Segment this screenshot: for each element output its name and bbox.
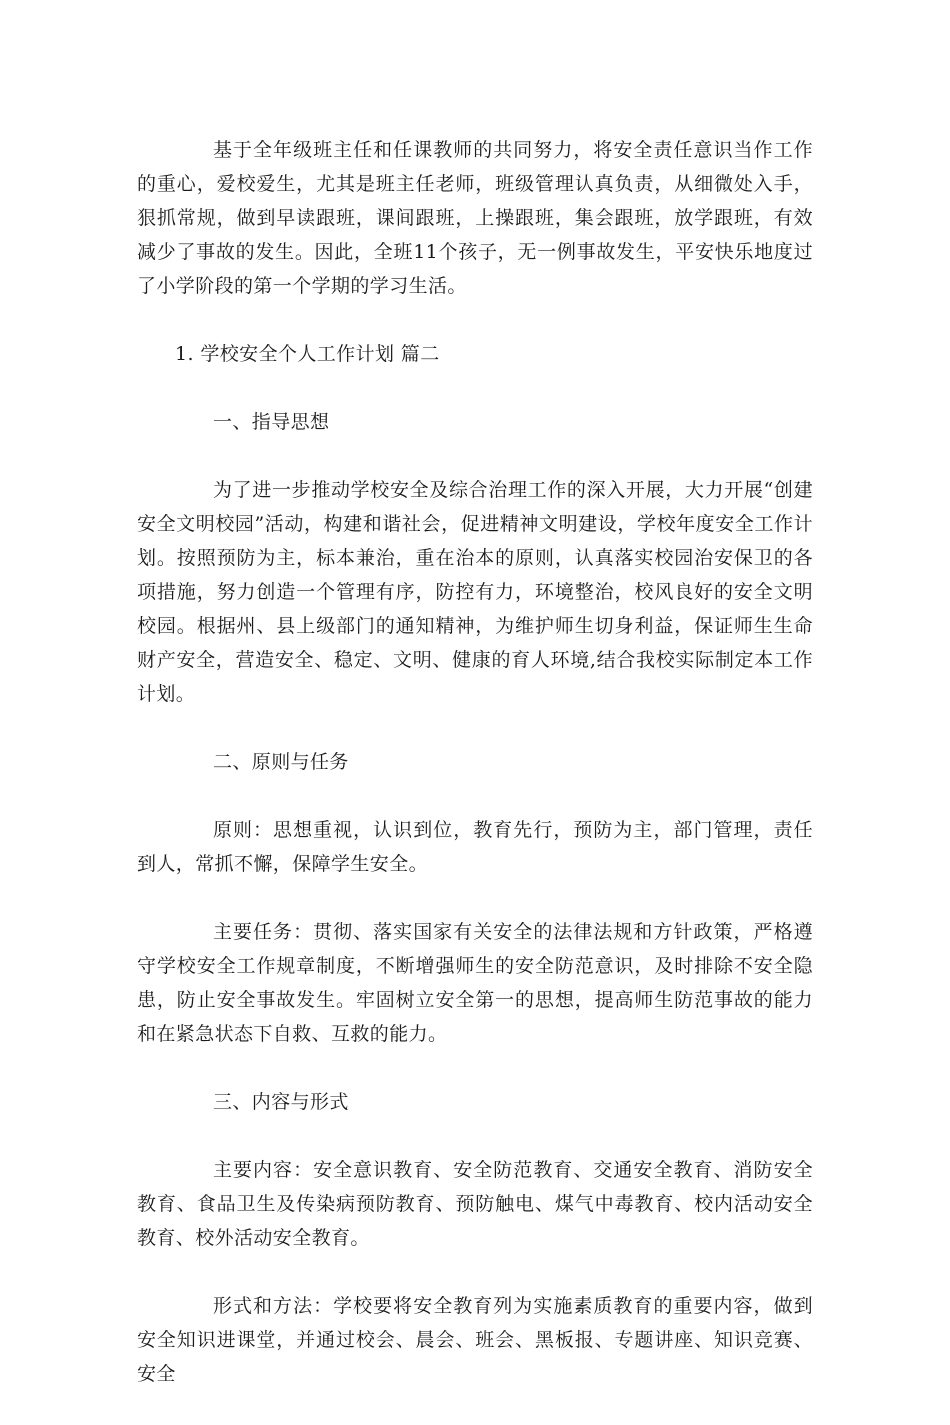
heading-principles-tasks: 二、原则与任务	[213, 751, 349, 773]
paragraph-main-tasks: 主要任务：贯彻、落实国家有关安全的法律法规和方针政策，严格遵守学校安全工作规章制度，不断增强师生的安全防范意识，及时排除不安全隐患，防止安全事故发生。牢固树立安全第一的思想，提高师生防范事故的能力和在紧急状态下自救、互救的能力。	[137, 921, 813, 1045]
section-title: 1. 学校安全个人工作计划 篇二	[175, 343, 440, 365]
document-body	[137, 133, 813, 1425]
paragraph-form-methods: 形式和方法：学校要将安全教育列为实施素质教育的重要内容，做到安全知识进课堂，并通过校会、晨会、班会、黑板报、专题讲座、知识竞赛、安全	[137, 1295, 813, 1385]
paragraph-main-content: 主要内容：安全意识教育、安全防范教育、交通安全教育、消防安全教育、食品卫生及传染病预防教育、预防触电、煤气中毒教育、校内活动安全教育、校外活动安全教育。	[137, 1159, 813, 1249]
heading-guiding-thought: 一、指导思想	[213, 411, 330, 433]
paragraph-guiding-thought: 为了进一步推动学校安全及综合治理工作的深入开展，大力开展“创建安全文明校园”活动，构建和谐社会，促进精神文明建设，学校年度安全工作计划。按照预防为主，标本兼治，重在治本的原则，认真落实校园治安保卫的各项措施，努力创造一个管理有序，防控有力，环境整治，校风良好的安全文明校园。根据州、县上级部门的通知精神，为维护师生切身利益，保证师生生命财产安全，营造安全、稳定、文明、健康的育人环境,结合我校实际制定本工作计划。	[137, 479, 813, 705]
paragraph-principles: 原则：思想重视，认识到位，教育先行，预防为主，部门管理，责任到人，常抓不懈，保障学生安全。	[137, 819, 813, 875]
heading-content-form: 三、内容与形式	[213, 1091, 349, 1113]
paragraph-summary: 基于全年级班主任和任课教师的共同努力，将安全责任意识当作工作的重心，爱校爱生，尤其是班主任老师，班级管理认真负责，从细微处入手，狠抓常规，做到早读跟班，课间跟班，上操跟班，集会跟班，放学跟班，有效减少了事故的发生。因此，全班11个孩子，无一例事故发生，平安快乐地度过了小学阶段的第一个学期的学习生活。	[137, 139, 813, 297]
